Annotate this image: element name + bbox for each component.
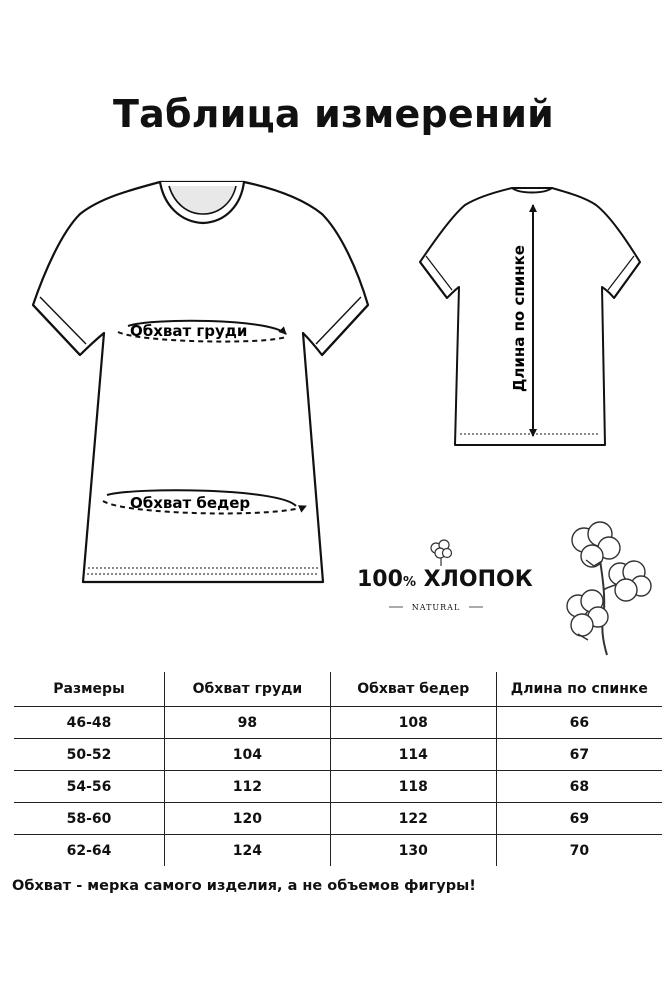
chest-label: Обхват груди bbox=[130, 322, 248, 340]
hip-label: Обхват бедер bbox=[130, 494, 251, 512]
footnote: Обхват - мерка самого изделия, а не объемов фигуры! bbox=[12, 878, 476, 894]
header-back-length: Длина по спинке bbox=[496, 672, 662, 707]
brand-logo bbox=[357, 567, 557, 592]
cell-size: 58-60 bbox=[14, 803, 165, 835]
cell-hips: 108 bbox=[330, 707, 496, 739]
header-chest: Обхват груди bbox=[165, 672, 331, 707]
cell-size: 46-48 bbox=[14, 707, 165, 739]
table-row bbox=[14, 803, 662, 835]
cell-hips: 118 bbox=[330, 771, 496, 803]
cell-back-length: 67 bbox=[496, 739, 662, 771]
cell-chest: 120 bbox=[165, 803, 331, 835]
cell-hips: 114 bbox=[330, 739, 496, 771]
table-header-row bbox=[14, 672, 662, 707]
cell-size: 50-52 bbox=[14, 739, 165, 771]
cell-hips: 122 bbox=[330, 803, 496, 835]
cotton-flower-small-icon bbox=[431, 540, 452, 566]
cell-back-length: 68 bbox=[496, 771, 662, 803]
cell-chest: 104 bbox=[165, 739, 331, 771]
cell-back-length: 69 bbox=[496, 803, 662, 835]
table-row bbox=[14, 835, 662, 867]
cell-hips: 130 bbox=[330, 835, 496, 867]
cell-chest: 98 bbox=[165, 707, 331, 739]
cell-size: 54-56 bbox=[14, 771, 165, 803]
brand-percent: 100 bbox=[357, 567, 403, 592]
table-row bbox=[14, 771, 662, 803]
page-title: Таблица измерений bbox=[112, 92, 554, 136]
table-row bbox=[14, 707, 662, 739]
brand-subtitle: NATURAL bbox=[411, 603, 461, 612]
cell-back-length: 66 bbox=[496, 707, 662, 739]
size-table bbox=[14, 672, 662, 866]
cell-back-length: 70 bbox=[496, 835, 662, 867]
cotton-branch-icon bbox=[567, 522, 651, 655]
header-hips: Обхват бедер bbox=[330, 672, 496, 707]
front-tshirt-drawing bbox=[33, 182, 368, 582]
header-sizes: Размеры bbox=[14, 672, 165, 707]
cell-size: 62-64 bbox=[66, 842, 112, 859]
brand-word: ХЛОПОК bbox=[423, 567, 533, 592]
brand-percent-sign: % bbox=[402, 575, 416, 590]
table-row bbox=[14, 739, 662, 771]
back-length-label: Длина по спинке bbox=[510, 245, 528, 392]
cell-chest: 112 bbox=[165, 771, 331, 803]
back-tshirt-drawing bbox=[420, 188, 640, 445]
cell-chest: 124 bbox=[165, 835, 331, 867]
